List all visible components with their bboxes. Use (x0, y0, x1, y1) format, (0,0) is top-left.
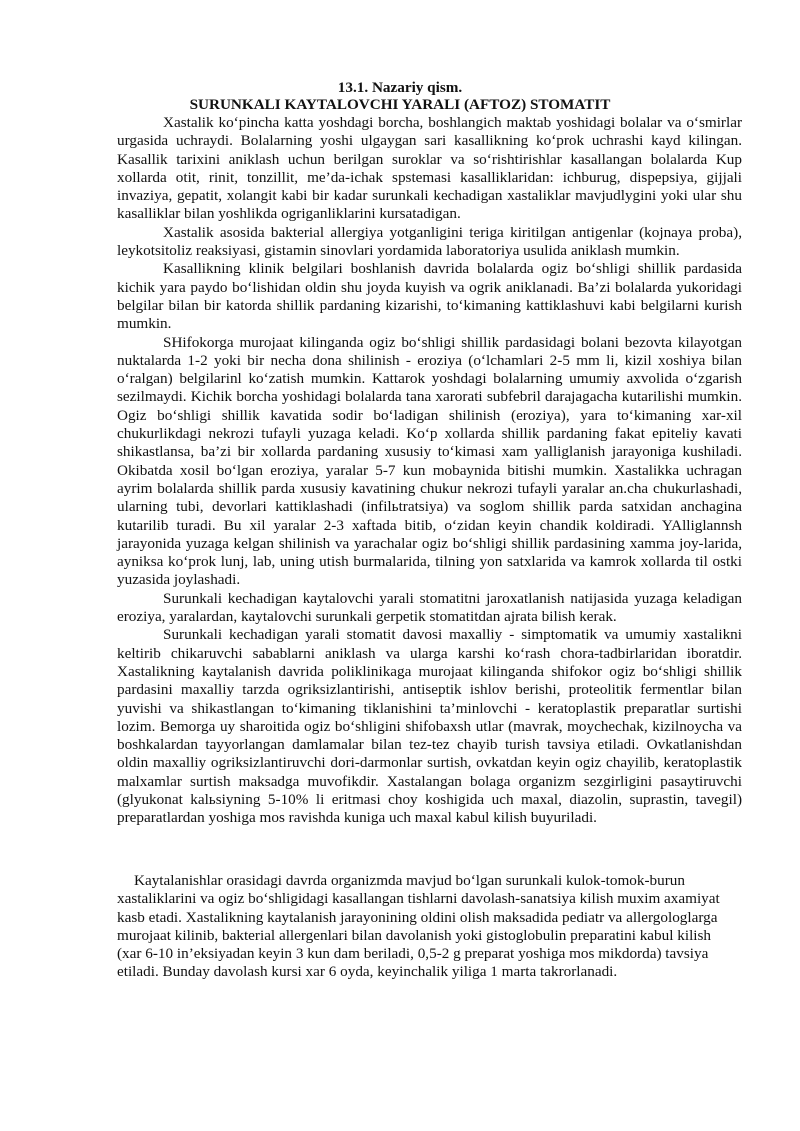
paragraph-1: Xastalik ko‘pincha katta yoshdagi borcha, boshlangich maktab yoshidagi bolalar va o‘smirlar urgasida uchraydi. Bolalarning yoshi ulgaygan sari kasallikning ko‘prok uchrashi kayd kilingan. Kasallik tarixini aniklash uchun berilgan suroklar va so‘rishtirishlar kasallangan bolalarda Kup xollarda otit, rinit, tonzillit, me’da-ichak spstemasi kasalliklaridan: ichburug, dispepsiya, gijjali invaziya, gepatit, xolangit kabi bir kadar surunkali kechadigan xastaliklar mavjudlygini yoki ular shu kasalliklar bilan yoshlikda ogriganliklarini kursatadigan. (117, 114, 742, 223)
body-text (117, 114, 742, 828)
paragraph-5: Surunkali kechadigan kaytalovchi yarali stomatitni jaroxatlanish natijasida yuzaga keladigan eroziya, yaralardan, kaytalovchi surunkali gerpetik stomatitdan ajrata bilish kerak. (117, 589, 742, 626)
paragraph-6: Surunkali kechadigan yarali stomatit davosi maxalliy - simptomatik va umumiy xastalikni keltirib chikaruvchi sabablarni aniklash va ularga karshi ko‘rash chora-tadbirlaridan iboratdir. Xastalikning kaytalanish davrida poliklinikaga murojaat kilinganda shifokor ogiz bo‘shligi shillik pardasini maxalliy tarzda ogriksizlantirishi, antiseptik ishlov berishi, proteolitik fermentlar bilan yuvishi va shikastlangan to‘kimaning tiklanishini ta’minlovchi - keratoplastik preparatlar surtishi lozim. Bemorga uy sharoitida ogiz bo‘shligini shifobaxsh utlar (mavrak, moychechak, kizilnoycha va boshkalardan tayyorlangan damlamalar bilan tez-tez chayib turish tavsiya etiladi. Ovkatlanishdan oldin maxalliy ogriksizlantiruvchi dori-darmonlar surtish, ovkatdan keyin ogiz chayilib, keratoplastik malxamlar surtish maksadga muvofikdir. Xastalangan bolaga organizm sezgirligini pasaytiruvchi (glyukonat kalьsiyning 5-10% li eritmasi choy koshigida uch maxal, diazolin, suprastin, tavegil) preparatlardan yoshiga mos ravishda kuniga uch maxal kabul kilish buyuriladi. (117, 626, 742, 827)
paragraph-2: Xastalik asosida bakterial allergiya yotganligini teriga kiritilgan antigenlar (kojnaya proba), leykotsitoliz reaksiyasi, gistamin sinovlari yordamida laboratoriya usulida aniklash mumkin. (117, 223, 742, 260)
document-title: SURUNKALI KAYTALOVCHI YARALI (AFTOZ) STOMATIT (189, 96, 611, 113)
paragraph-3: Kasallikning klinik belgilari boshlanish davrida bolalarda ogiz bo‘shligi shillik pardasida kichik yara paydo bo‘lishidan oldin shu joyda kuyish va ogrik aniklanadi. Ba’zi bolalarda yukoridagi belgilar bilan bir katorda shillik pardaning kizarishi, to‘kimaning kattiklashuvi kabi belgilarni kurish mumkin. (117, 260, 742, 333)
final-section (117, 872, 729, 982)
paragraph-4: SHifokorga murojaat kilinganda ogiz bo‘shligi shillik pardasidagi bolani bezovta kilayotgan nuktalarda 1-2 yoki bir necha dona shilinish - eroziya (o‘lchamlari 2-5 mm li, kizil xoshiya bilan o‘ralgan) belgilarinl ko‘zatish mumkin. Kattarok yoshdagi bolalarning umumiy axvolida o‘zgarish sezilmaydi. Kichik borcha yoshidagi bolalarda tana xarorati subfebril darajagacha kutarilishi mumkin. Ogiz bo‘shligi shillik kavatida sodir bo‘ladigan shilinish (eroziya), yara to‘kimaning xar-xil chukurlikdagi nekrozi tufayli yuzaga keladi. Ko‘p xollarda shillik pardaning fakat epiteliy kavati shikastlansa, ba’zi bir xollarda pardaning xususiy to‘kimasi xam yalliglanish jarayoniga kushiladi. Okibatda xosil bo‘lgan eroziya, yaralar 5-7 kun mobaynida bitishi mumkin. Xastalikka uchragan ayrim bolalarda shillik parda xususiy kavatining chukur nekrozi tufayli yaralar an.cha chukurlashadi, ularning tubi, devorlari kattiklashadi (infilьtratsiya) va soglom shillik parda satxidan anchagina kutarilib turadi. Bu xil yaralar 2-3 xaftada bitib, o‘zidan keyin chandik koldiradi. YAlliglannsh jarayonida yuzaga kelgan shilinish va yarachalar ogiz bo‘shligi shillik pardasining xamma joy-larida, ayniksa ko‘prok lunj, lab, uning utish burmalarida, tilning yon satxlarida va kamrok xollarda til ostki yuzasida joylashadi. (117, 333, 742, 589)
final-paragraph: Kaytalanishlar orasidagi davrda organizmda mavjud bo‘lgan surunkali kulok-tomok-burun xastaliklarini va ogiz bo‘shligidagi kasallangan tishlarni davolash-sanatsiya kilish muxim axamiyat kasb etadi. Xastalikning kaytalanish jarayonining oldini olish maksadida pediatr va allergologlarga murojaat kilinib, bakterial allergenlari bilan davolanish yoki gistoglobulin preparatini kabul kilish (xar 6-10 in’eksiyadan keyin 3 kun dam beriladi, 0,5-2 g preparat yoshiga mos mikdorda) tavsiya etiladi. Bunday davolash kursi xar 6 oyda, keyinchalik yiliga 1 marta takrorlanadi. (117, 872, 720, 981)
section-heading: 13.1. Nazariy qism. (337, 79, 463, 96)
